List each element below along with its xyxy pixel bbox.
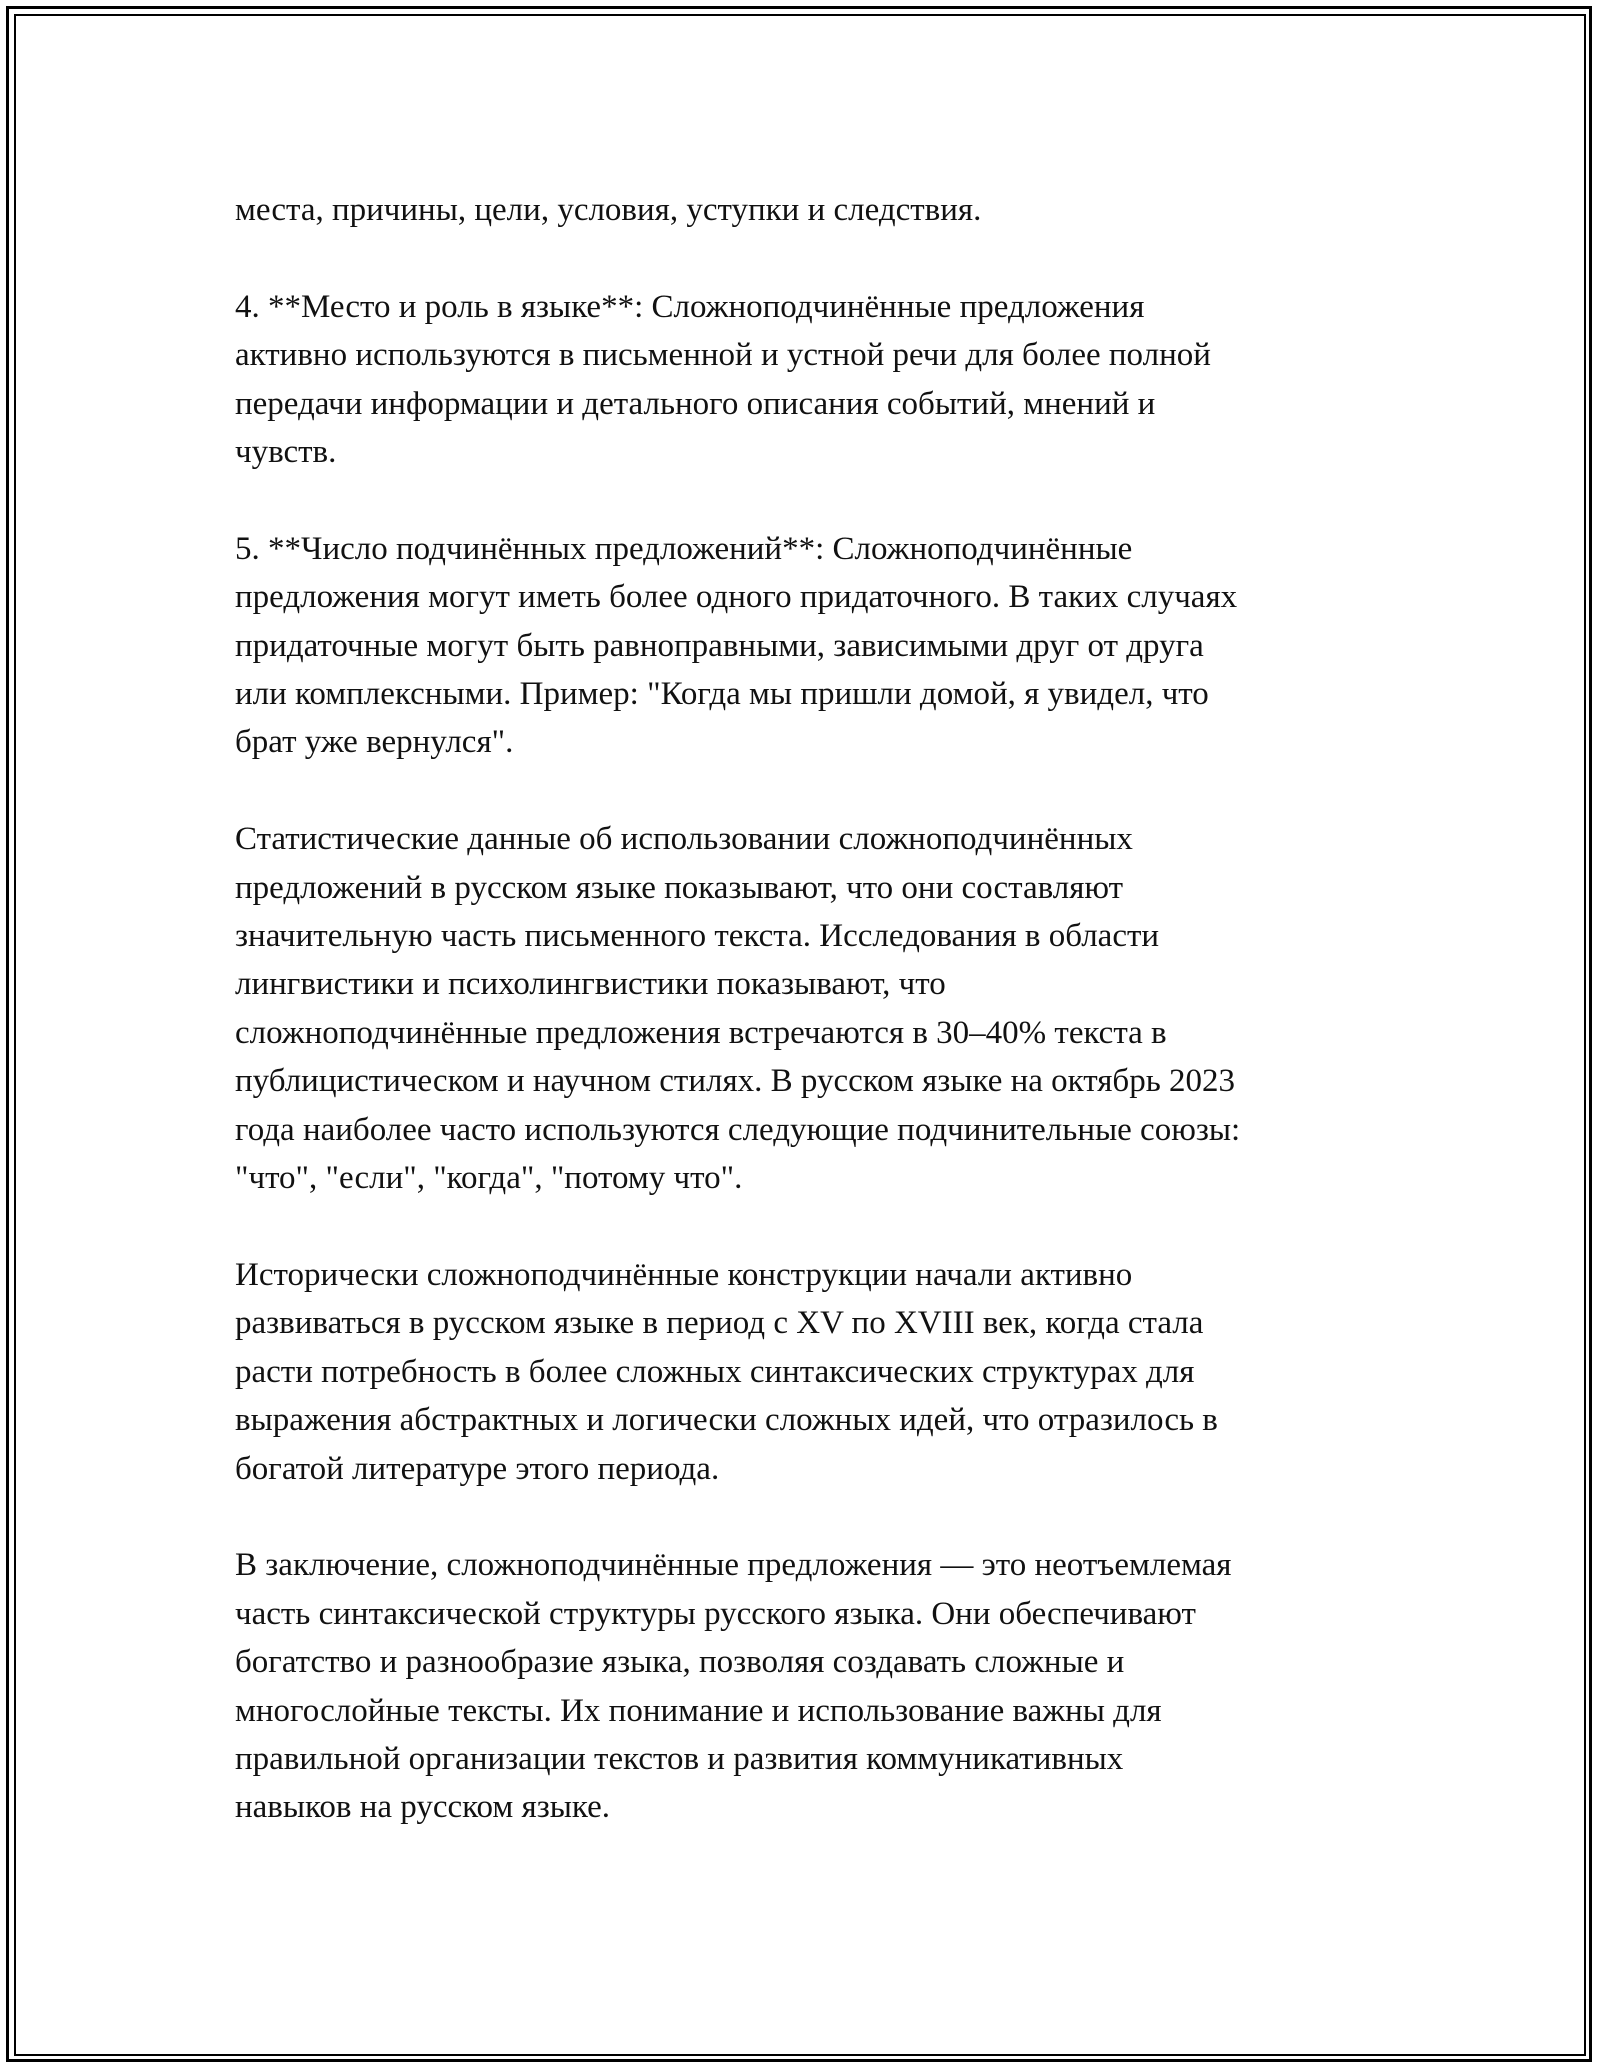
paragraph-statistics: Статистические данные об использовании сложноподчинённых предложений в русском языке показывают, что они составляют значительную часть письменного текста. Исследования в области лингвистики и психолингвистики показывают, что сложноподчинённые предложения встречаются в 30–40% текста в публицистическом и научном стилях. В русском языке на октябрь 2023 года наиболее часто используются следующие подчинительные союзы: "что", "если", "когда", "потому что".: [235, 821, 1241, 1197]
paragraph-item-5: 5. **Число подчинённых предложений**: Сложноподчинённые предложения могут иметь более одного придаточного. В таких случаях придаточные могут быть равноправными, зависимыми друг от друга или комплексными. Пример: "Когда мы пришли домой, я увидел, что брат уже вернулся".: [235, 530, 1238, 761]
paragraph-history: Исторически сложноподчинённые конструкции начали активно развиваться в русском языке в период с XV по XVIII век, когда стала расти потребность в более сложных синтаксических структурах для выражения абстрактных и логически сложных идей, что отразилось в богатой литературе этого периода.: [235, 1256, 1218, 1487]
document-body: [235, 186, 1375, 1880]
paragraph-continuation: места, причины, цели, условия, уступки и следствия.: [235, 192, 982, 228]
paragraph-conclusion: В заключение, сложноподчинённые предложения — это неотъемлемая часть синтаксической структуры русского языка. Они обеспечивают богатство и разнообразие языка, позволяя создавать сложные и многослойные тексты. Их понимание и использование важны для правильной организации текстов и развития коммуникативных навыков на русском языке.: [235, 1547, 1232, 1826]
paragraph-item-4: 4. **Место и роль в языке**: Сложноподчинённые предложения активно используются в письменной и устной речи для более полной передачи информации и детального описания событий, мнений и чувств.: [235, 288, 1211, 471]
